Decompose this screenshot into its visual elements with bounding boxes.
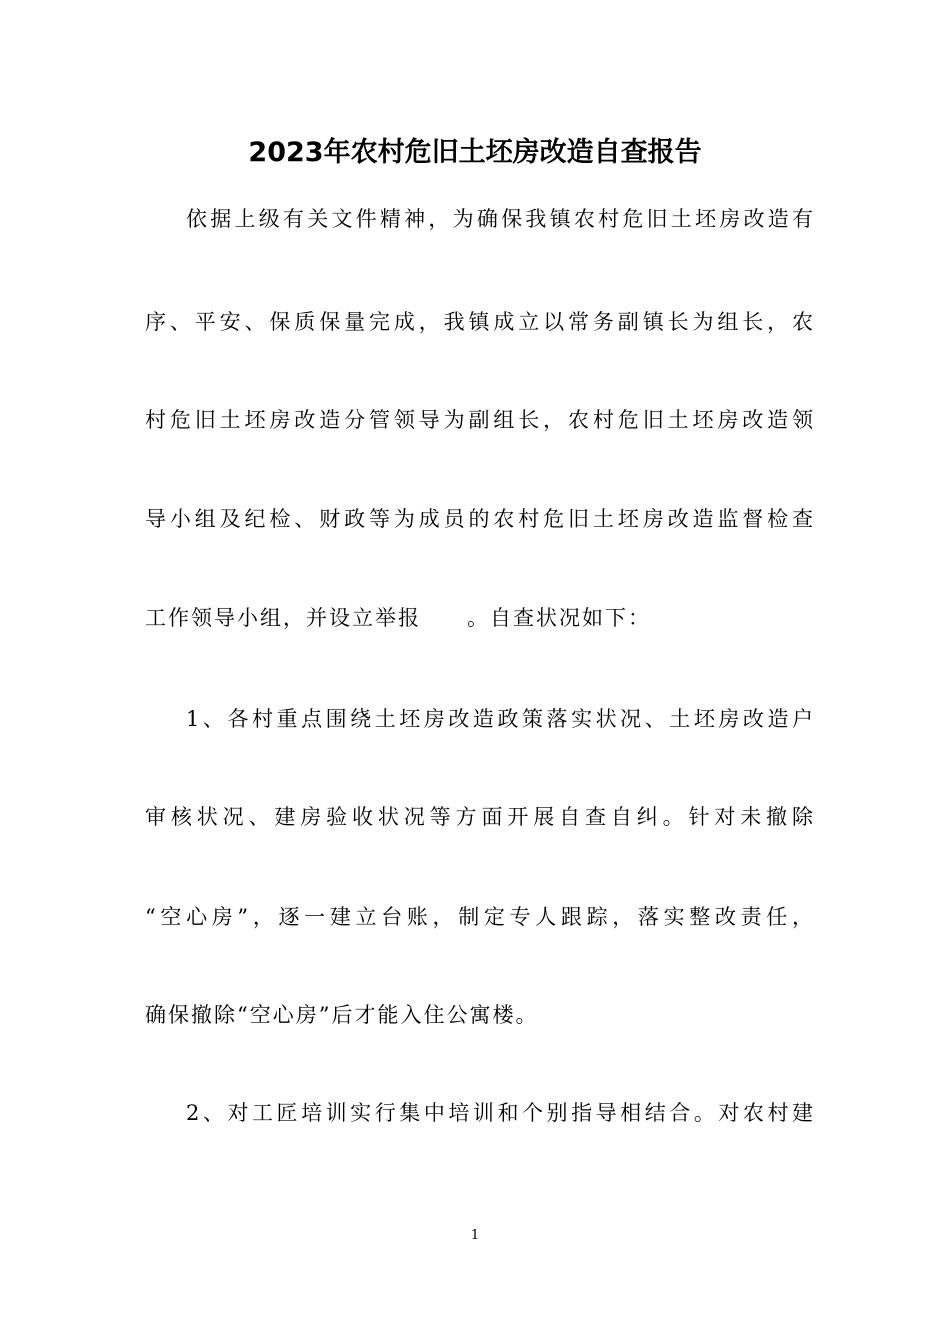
document-title: 2023年农村危旧土坯房改造自查报告 (248, 137, 702, 168)
page-number: 1 (470, 1228, 480, 1243)
paragraph-1-line-4: 导小组及纪检、财政等为成员的农村危旧土坯房改造监督检查 (145, 507, 815, 531)
paragraph-2-line-1: 1、各村重点围绕土坯房改造政策落实状况、土坯房改造户 (186, 707, 815, 731)
paragraph-2-line-2: 审核状况、建房验收状况等方面开展自查自纠。针对未撤除 (145, 805, 815, 829)
paragraph-1-line-3: 村危旧土坯房改造分管领导为副组长，农村危旧土坯房改造领 (145, 408, 815, 432)
paragraph-2-line-3: “空心房”，逐一建立台账，制定专人跟踪，落实整改责任， (145, 905, 815, 929)
paragraph-3-line-1: 2、对工匠培训实行集中培训和个别指导相结合。对农村建 (186, 1101, 815, 1125)
paragraph-2-line-4: 确保撤除“空心房”后才能入住公寓楼。 (145, 1003, 539, 1027)
paragraph-1-line-2: 序、平安、保质保量完成，我镇成立以常务副镇长为组长，农 (145, 310, 815, 334)
paragraph-1-line-1: 依据上级有关文件精神，为确保我镇农村危旧土坯房改造有 (186, 207, 815, 231)
paragraph-1-line-5: 工作领导小组，并设立举报 。自查状况如下： (145, 606, 651, 630)
